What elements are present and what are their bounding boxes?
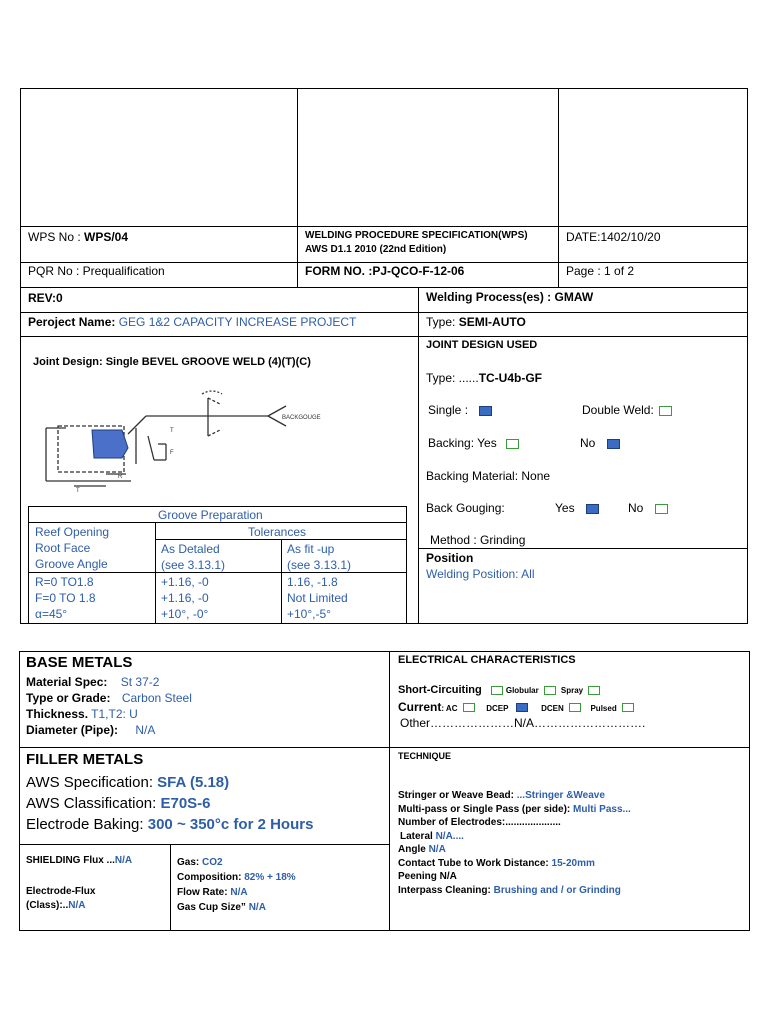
divider [19, 844, 390, 845]
current-types: Current: AC DCEP DCEN Pulsed [398, 700, 634, 714]
as-fitup-head: As fit -up (see 3.13.1) [287, 542, 352, 572]
svg-text:T: T [170, 428, 174, 434]
back-gouging-no-checkbox[interactable] [655, 504, 668, 514]
svg-text:T: T [76, 488, 80, 494]
pulsed-checkbox[interactable] [622, 703, 634, 712]
back-gouging-yes: Yes [555, 501, 599, 515]
filler-details: AWS Specification: SFA (5.18) AWS Classification: E70S-6 Electrode Baking: 300 ~ 350°c for 2 Hours [26, 774, 314, 833]
backing-yes-checkbox[interactable] [506, 439, 519, 449]
joint-design-used-title: JOINT DESIGN USED [426, 339, 538, 351]
other-electrical: Other…………………N/A………………………. [400, 716, 646, 730]
page-number: Page : 1 of 2 [566, 264, 635, 278]
divider [297, 88, 298, 288]
backing-no: No [580, 436, 620, 450]
divider [558, 88, 559, 288]
backing-yes: Backing: Yes [428, 436, 519, 450]
divider [20, 226, 748, 227]
dcep-checkbox[interactable] [516, 703, 528, 712]
divider [389, 651, 390, 931]
welding-process: Welding Process(es) : GMAW [426, 290, 594, 304]
filler-metals-title: FILLER METALS [26, 751, 144, 768]
pqr-no: PQR No : Prequalification [28, 264, 165, 278]
back-gouging-no: No [628, 501, 668, 515]
backing-no-checkbox[interactable] [607, 439, 620, 449]
double-weld: Double Weld: [582, 403, 672, 417]
date: DATE:1402/10/20 [566, 230, 661, 244]
groove-params: Reef Opening Root Face Groove Angle [35, 525, 110, 571]
joint-type: Type: ......TC-U4b-GF [426, 371, 543, 385]
divider [20, 287, 748, 288]
divider [155, 522, 156, 624]
groove-values-col1: R=0 TO1.8 F=0 TO 1.8 α=45° [35, 575, 96, 621]
divider [20, 312, 748, 313]
back-gouging: Back Gouging: [426, 501, 505, 515]
spray-checkbox[interactable] [588, 686, 600, 695]
divider [19, 747, 750, 748]
technique-details: Stringer or Weave Bead: ...Stringer &Weave Multi-pass or Single Pass (per side): Multi Pass... Number of Electrodes:.................... Lateral N/A.... Angle N/A Contact Tube to Work Distance: 15-20mm Peening N/A Interpass Cleaning: Brushing and / or Grinding [398, 790, 631, 896]
gas-details: Gas: CO2 Composition: 82% + 18% Flow Rate: N/A Gas Cup Size” N/A [177, 857, 296, 913]
shielding-flux: SHIELDING Flux ...N/A [26, 855, 133, 866]
groove-values-col3: 1.16, -1.8 Not Limited +10°,-5° [287, 575, 348, 621]
doc-title: WELDING PROCEDURE SPECIFICATION(WPS) AWS D1.1 2010 (22nd Edition) [305, 230, 528, 255]
process-type: Type: SEMI-AUTO [426, 315, 526, 329]
svg-text:F: F [170, 450, 174, 456]
divider [20, 336, 748, 337]
dcen-checkbox[interactable] [569, 703, 581, 712]
svg-text:R: R [118, 474, 123, 480]
tolerances-title: Tolerances [248, 525, 307, 539]
position-title: Position [426, 551, 474, 565]
electrical-title: ELECTRICAL CHARACTERISTICS [398, 654, 576, 666]
backing-material: Backing Material: None [426, 469, 551, 483]
form-no: FORM NO. :PJ-QCO-F-12-06 [305, 264, 465, 278]
ac-checkbox[interactable] [463, 703, 475, 712]
single-checkbox[interactable] [479, 406, 492, 416]
divider [20, 262, 748, 263]
backgouge-label: BACKGOUGE [282, 415, 321, 421]
as-detailed-head: As Detaled (see 3.13.1) [161, 542, 226, 572]
double-weld-checkbox[interactable] [659, 406, 672, 416]
transfer-modes: Short-Circuiting Globular Spray [398, 684, 600, 696]
electrode-flux: Electrode-Flux (Class):..N/A [26, 886, 96, 911]
technique-title: TECHNIQUE [398, 751, 452, 761]
divider [170, 844, 171, 931]
welding-position: Welding Position: All [426, 567, 535, 581]
method: Method : Grinding [430, 533, 526, 547]
divider [418, 548, 748, 549]
groove-values-col2: +1.16, -0 +1.16, -0 +10°, -0° [161, 575, 209, 621]
base-metals-title: BASE METALS [26, 654, 133, 671]
revision: REV:0 [28, 291, 63, 305]
globular-checkbox[interactable] [544, 686, 556, 695]
wps-no: WPS No : WPS/04 [28, 230, 129, 244]
divider [155, 522, 407, 523]
base-metals-details: Material Spec: St 37-2 Type or Grade: Carbon Steel Thickness. T1,T2: U Diameter (Pipe): N/A [26, 675, 192, 737]
back-gouging-yes-checkbox[interactable] [586, 504, 599, 514]
joint-design-title: Joint Design: Single BEVEL GROOVE WELD (4)(T)(C) [33, 356, 311, 368]
joint-sketch [36, 386, 366, 496]
single-weld: Single : [428, 403, 492, 417]
divider [418, 287, 419, 624]
project-name: Peroject Name: GEG 1&2 CAPACITY INCREASE PROJECT [28, 315, 357, 329]
short-circuiting-checkbox[interactable] [491, 686, 503, 695]
groove-title: Groove Preparation [158, 508, 263, 522]
divider [281, 539, 282, 624]
